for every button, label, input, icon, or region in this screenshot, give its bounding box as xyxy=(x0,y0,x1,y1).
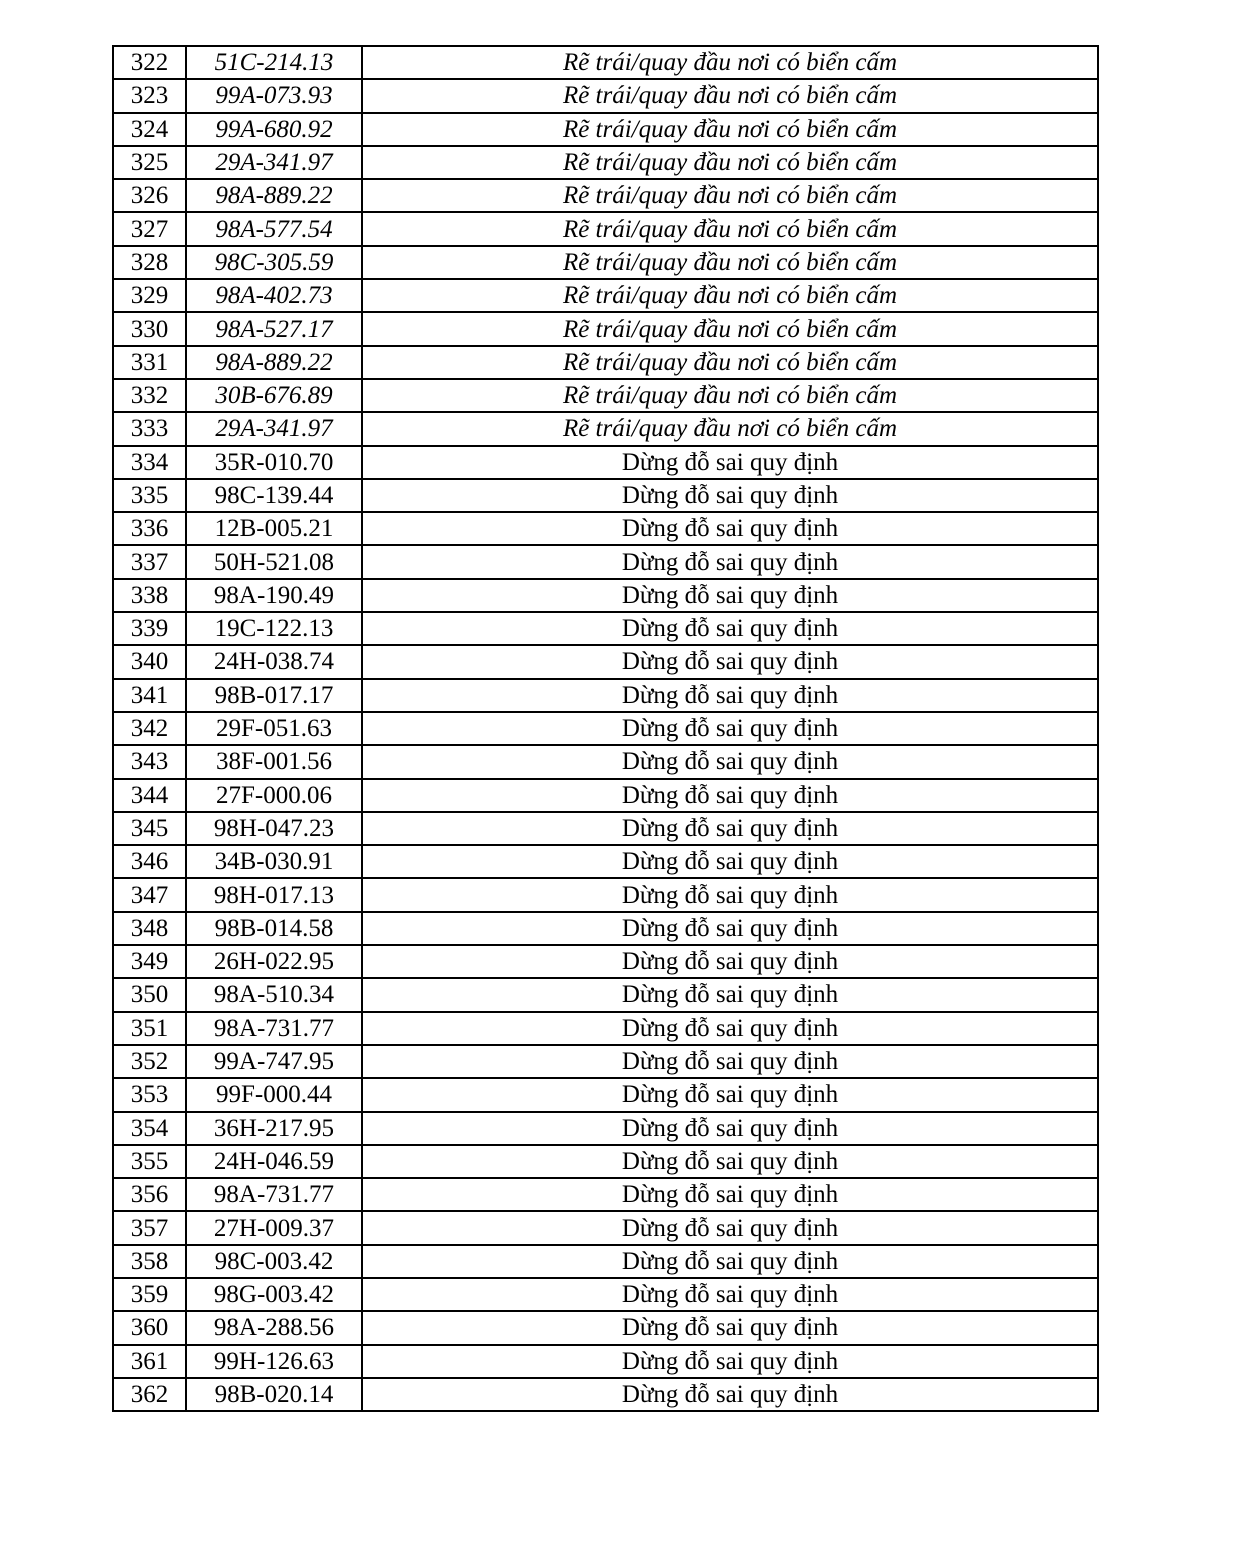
row-number-cell: 346 xyxy=(113,845,186,878)
table-row xyxy=(113,79,1098,112)
table-row xyxy=(113,845,1098,878)
row-number-cell: 354 xyxy=(113,1112,186,1145)
plate-cell: 36H-217.95 xyxy=(186,1112,362,1145)
table-row xyxy=(113,679,1098,712)
violation-cell: Dừng đỗ sai quy định xyxy=(362,878,1098,911)
table-row xyxy=(113,912,1098,945)
violation-cell: Dừng đỗ sai quy định xyxy=(362,479,1098,512)
table-row xyxy=(113,579,1098,612)
plate-cell: 98C-139.44 xyxy=(186,479,362,512)
table-row xyxy=(113,712,1098,745)
violation-cell: Rẽ trái/quay đầu nơi có biển cấm xyxy=(362,212,1098,245)
table-row xyxy=(113,46,1098,79)
row-number-cell: 343 xyxy=(113,745,186,778)
violation-cell: Rẽ trái/quay đầu nơi có biển cấm xyxy=(362,246,1098,279)
row-number-cell: 330 xyxy=(113,312,186,345)
row-number-cell: 345 xyxy=(113,812,186,845)
plate-cell: 98A-402.73 xyxy=(186,279,362,312)
plate-cell: 12B-005.21 xyxy=(186,512,362,545)
row-number-cell: 356 xyxy=(113,1178,186,1211)
violation-cell: Dừng đỗ sai quy định xyxy=(362,1211,1098,1244)
table-row xyxy=(113,379,1098,412)
row-number-cell: 339 xyxy=(113,612,186,645)
table-row xyxy=(113,779,1098,812)
violation-cell: Dừng đỗ sai quy định xyxy=(362,1012,1098,1045)
row-number-cell: 347 xyxy=(113,878,186,911)
row-number-cell: 344 xyxy=(113,779,186,812)
table-row xyxy=(113,612,1098,645)
plate-cell: 34B-030.91 xyxy=(186,845,362,878)
violation-cell: Dừng đỗ sai quy định xyxy=(362,845,1098,878)
violation-cell: Dừng đỗ sai quy định xyxy=(362,779,1098,812)
row-number-cell: 357 xyxy=(113,1211,186,1244)
table-row xyxy=(113,179,1098,212)
table-row xyxy=(113,1278,1098,1311)
plate-cell: 24H-046.59 xyxy=(186,1145,362,1178)
violation-cell: Rẽ trái/quay đầu nơi có biển cấm xyxy=(362,279,1098,312)
plate-cell: 98A-889.22 xyxy=(186,179,362,212)
row-number-cell: 341 xyxy=(113,679,186,712)
row-number-cell: 331 xyxy=(113,346,186,379)
plate-cell: 98G-003.42 xyxy=(186,1278,362,1311)
violation-table xyxy=(112,45,1099,1412)
plate-cell: 99H-126.63 xyxy=(186,1345,362,1378)
plate-cell: 98A-190.49 xyxy=(186,579,362,612)
table-row xyxy=(113,812,1098,845)
violation-cell: Dừng đỗ sai quy định xyxy=(362,579,1098,612)
row-number-cell: 323 xyxy=(113,79,186,112)
violation-cell: Dừng đỗ sai quy định xyxy=(362,1145,1098,1178)
violation-cell: Rẽ trái/quay đầu nơi có biển cấm xyxy=(362,46,1098,79)
table-row xyxy=(113,978,1098,1011)
violation-cell: Dừng đỗ sai quy định xyxy=(362,1345,1098,1378)
plate-cell: 99A-680.92 xyxy=(186,113,362,146)
row-number-cell: 355 xyxy=(113,1145,186,1178)
violation-cell: Dừng đỗ sai quy định xyxy=(362,912,1098,945)
row-number-cell: 336 xyxy=(113,512,186,545)
plate-cell: 38F-001.56 xyxy=(186,745,362,778)
table-row xyxy=(113,1045,1098,1078)
row-number-cell: 324 xyxy=(113,113,186,146)
table-row xyxy=(113,878,1098,911)
plate-cell: 98B-014.58 xyxy=(186,912,362,945)
plate-cell: 24H-038.74 xyxy=(186,645,362,678)
row-number-cell: 359 xyxy=(113,1278,186,1311)
violation-cell: Dừng đỗ sai quy định xyxy=(362,712,1098,745)
violation-cell: Rẽ trái/quay đầu nơi có biển cấm xyxy=(362,146,1098,179)
plate-cell: 50H-521.08 xyxy=(186,545,362,578)
table-row xyxy=(113,479,1098,512)
row-number-cell: 325 xyxy=(113,146,186,179)
plate-cell: 51C-214.13 xyxy=(186,46,362,79)
plate-cell: 27H-009.37 xyxy=(186,1211,362,1244)
table-body xyxy=(113,46,1098,1411)
table-row xyxy=(113,745,1098,778)
plate-cell: 29F-051.63 xyxy=(186,712,362,745)
row-number-cell: 329 xyxy=(113,279,186,312)
row-number-cell: 328 xyxy=(113,246,186,279)
plate-cell: 98A-577.54 xyxy=(186,212,362,245)
table-row xyxy=(113,113,1098,146)
violation-cell: Dừng đỗ sai quy định xyxy=(362,1078,1098,1111)
row-number-cell: 358 xyxy=(113,1245,186,1278)
table-row xyxy=(113,1378,1098,1411)
row-number-cell: 333 xyxy=(113,412,186,445)
plate-cell: 19C-122.13 xyxy=(186,612,362,645)
table-row xyxy=(113,1345,1098,1378)
table-row xyxy=(113,945,1098,978)
table-row xyxy=(113,1311,1098,1344)
table-row xyxy=(113,246,1098,279)
table-row xyxy=(113,1211,1098,1244)
table-row xyxy=(113,212,1098,245)
row-number-cell: 361 xyxy=(113,1345,186,1378)
row-number-cell: 352 xyxy=(113,1045,186,1078)
plate-cell: 99F-000.44 xyxy=(186,1078,362,1111)
violation-cell: Rẽ trái/quay đầu nơi có biển cấm xyxy=(362,79,1098,112)
violation-cell: Dừng đỗ sai quy định xyxy=(362,1245,1098,1278)
table-row xyxy=(113,346,1098,379)
plate-cell: 99A-073.93 xyxy=(186,79,362,112)
row-number-cell: 326 xyxy=(113,179,186,212)
table-row xyxy=(113,1245,1098,1278)
table-row xyxy=(113,545,1098,578)
violation-cell: Dừng đỗ sai quy định xyxy=(362,512,1098,545)
plate-cell: 29A-341.97 xyxy=(186,412,362,445)
plate-cell: 98A-889.22 xyxy=(186,346,362,379)
row-number-cell: 351 xyxy=(113,1012,186,1045)
table-row xyxy=(113,146,1098,179)
plate-cell: 98A-731.77 xyxy=(186,1012,362,1045)
table-row xyxy=(113,1012,1098,1045)
plate-cell: 99A-747.95 xyxy=(186,1045,362,1078)
plate-cell: 98H-017.13 xyxy=(186,878,362,911)
violation-cell: Dừng đỗ sai quy định xyxy=(362,1378,1098,1411)
row-number-cell: 334 xyxy=(113,446,186,479)
violation-cell: Rẽ trái/quay đầu nơi có biển cấm xyxy=(362,113,1098,146)
row-number-cell: 337 xyxy=(113,545,186,578)
plate-cell: 98A-288.56 xyxy=(186,1311,362,1344)
violation-cell: Rẽ trái/quay đầu nơi có biển cấm xyxy=(362,179,1098,212)
violation-cell: Dừng đỗ sai quy định xyxy=(362,1045,1098,1078)
plate-cell: 98A-731.77 xyxy=(186,1178,362,1211)
table-row xyxy=(113,1145,1098,1178)
violation-cell: Dừng đỗ sai quy định xyxy=(362,545,1098,578)
violation-cell: Dừng đỗ sai quy định xyxy=(362,978,1098,1011)
violation-cell: Rẽ trái/quay đầu nơi có biển cấm xyxy=(362,412,1098,445)
row-number-cell: 348 xyxy=(113,912,186,945)
plate-cell: 98C-003.42 xyxy=(186,1245,362,1278)
violation-cell: Dừng đỗ sai quy định xyxy=(362,1311,1098,1344)
plate-cell: 35R-010.70 xyxy=(186,446,362,479)
plate-cell: 98H-047.23 xyxy=(186,812,362,845)
violation-cell: Rẽ trái/quay đầu nơi có biển cấm xyxy=(362,346,1098,379)
violation-cell: Dừng đỗ sai quy định xyxy=(362,945,1098,978)
violation-cell: Rẽ trái/quay đầu nơi có biển cấm xyxy=(362,312,1098,345)
row-number-cell: 360 xyxy=(113,1311,186,1344)
violation-cell: Dừng đỗ sai quy định xyxy=(362,679,1098,712)
plate-cell: 30B-676.89 xyxy=(186,379,362,412)
table-row xyxy=(113,1112,1098,1145)
table-row xyxy=(113,512,1098,545)
violation-cell: Dừng đỗ sai quy định xyxy=(362,446,1098,479)
row-number-cell: 322 xyxy=(113,46,186,79)
violation-cell: Dừng đỗ sai quy định xyxy=(362,812,1098,845)
plate-cell: 26H-022.95 xyxy=(186,945,362,978)
plate-cell: 27F-000.06 xyxy=(186,779,362,812)
violation-cell: Dừng đỗ sai quy định xyxy=(362,1178,1098,1211)
plate-cell: 98A-510.34 xyxy=(186,978,362,1011)
plate-cell: 98A-527.17 xyxy=(186,312,362,345)
row-number-cell: 327 xyxy=(113,212,186,245)
violation-cell: Dừng đỗ sai quy định xyxy=(362,1278,1098,1311)
violation-cell: Rẽ trái/quay đầu nơi có biển cấm xyxy=(362,379,1098,412)
row-number-cell: 362 xyxy=(113,1378,186,1411)
plate-cell: 98B-017.17 xyxy=(186,679,362,712)
row-number-cell: 338 xyxy=(113,579,186,612)
violation-cell: Dừng đỗ sai quy định xyxy=(362,1112,1098,1145)
table-row xyxy=(113,1178,1098,1211)
row-number-cell: 349 xyxy=(113,945,186,978)
row-number-cell: 340 xyxy=(113,645,186,678)
violation-cell: Dừng đỗ sai quy định xyxy=(362,745,1098,778)
table-row xyxy=(113,412,1098,445)
table-row xyxy=(113,1078,1098,1111)
table-row xyxy=(113,446,1098,479)
table-row xyxy=(113,312,1098,345)
row-number-cell: 353 xyxy=(113,1078,186,1111)
row-number-cell: 350 xyxy=(113,978,186,1011)
row-number-cell: 332 xyxy=(113,379,186,412)
violation-cell: Dừng đỗ sai quy định xyxy=(362,645,1098,678)
table-row xyxy=(113,279,1098,312)
table-row xyxy=(113,645,1098,678)
row-number-cell: 342 xyxy=(113,712,186,745)
plate-cell: 98C-305.59 xyxy=(186,246,362,279)
plate-cell: 29A-341.97 xyxy=(186,146,362,179)
row-number-cell: 335 xyxy=(113,479,186,512)
violation-cell: Dừng đỗ sai quy định xyxy=(362,612,1098,645)
plate-cell: 98B-020.14 xyxy=(186,1378,362,1411)
